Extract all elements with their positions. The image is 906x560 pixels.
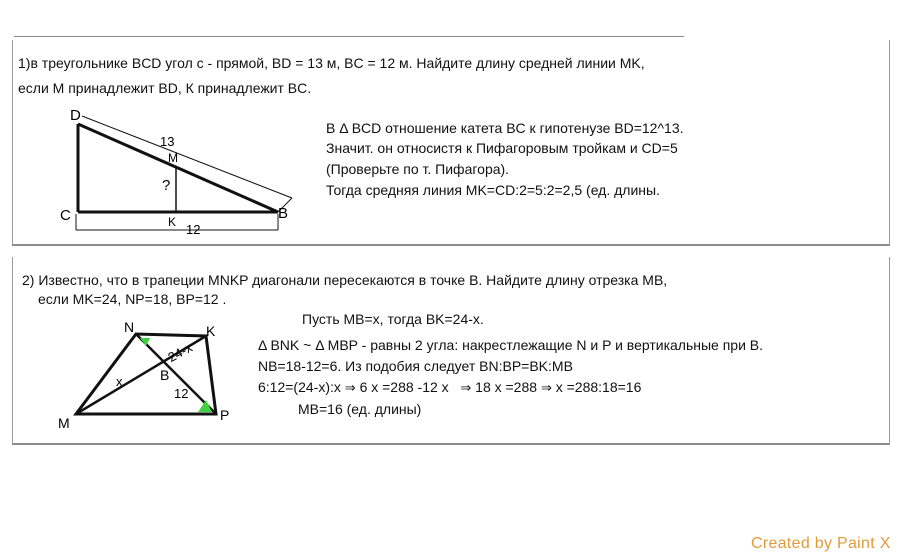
problem2-statement-line2: если MK=24, NP=18, BP=12 .	[38, 291, 227, 307]
problem1-solution-line3: (Проверьте по т. Пифагора).	[326, 161, 510, 177]
label-12b: 12	[174, 386, 189, 401]
label-m: M	[168, 151, 178, 165]
problem2-solution-line2: Δ BNK ~ Δ MBP - равны 2 угла: накрестлежащие N и P и вертикальные при B.	[258, 337, 764, 353]
label-x: x	[116, 374, 123, 389]
label-12: 12	[186, 222, 201, 237]
problem2-solution-line3: NB=18-12=6. Из подобия следует BN:BP=BK:MB	[258, 358, 573, 374]
label-k2: K	[206, 323, 216, 339]
angle-marker-p	[198, 400, 212, 412]
label-k: K	[168, 215, 177, 229]
triangle-figure	[56, 100, 306, 240]
watermark: Created by Paint X	[751, 535, 891, 552]
implies-arrow-3: ⇒	[540, 380, 552, 395]
implies-arrow-2: ⇒	[460, 380, 472, 395]
equation-part3: 18 x =288	[475, 379, 538, 395]
label-c: C	[60, 207, 71, 224]
label-b: B	[278, 205, 289, 222]
equation-part1: 6:12=(24-x):x	[258, 379, 341, 395]
bottom-divider	[12, 443, 890, 445]
dimension-line-13	[82, 116, 292, 198]
label-d: D	[70, 107, 81, 124]
problem1-solution-line4: Тогда средняя линия MK=CD:2=5:2=2,5 (ед. длины.	[326, 182, 660, 198]
label-p: P	[220, 407, 230, 423]
problem2-solution-line4	[258, 378, 641, 397]
equation-part4: x =288:18=16	[555, 379, 642, 395]
problem2-solution-line1: Пусть MB=x, тогда BK=24-x.	[302, 311, 484, 327]
problem1-statement-line2: если М принадлежит BD, К принадлежит BC.	[18, 80, 312, 96]
problem2-statement-line1: 2) Известно, что в трапеции MNKP диагонали пересекаются в точке B. Найдите длину отрезка MB,	[22, 272, 668, 288]
label-13: 13	[160, 134, 175, 149]
label-m2: M	[58, 415, 70, 431]
equation-part2: 6 x =288 -12 x	[359, 379, 449, 395]
label-24-x: 24-x	[165, 339, 195, 365]
trapezoid-figure	[52, 314, 252, 434]
problem1-solution-line2: Значит. он относистя к Пифагоровым тройкам и CD=5	[326, 140, 678, 156]
problem1-solution-line1: В Δ BCD отношение катета BC к гипотенузе BD=12^13.	[326, 120, 684, 136]
label-n: N	[124, 319, 135, 335]
label-unknown: ?	[162, 177, 171, 194]
section-divider	[12, 244, 890, 246]
implies-arrow-1: ⇒	[344, 380, 356, 395]
problem2-solution-line5: MB=16 (ед. длины)	[298, 401, 422, 417]
label-b2: B	[160, 367, 170, 383]
side-db	[78, 124, 278, 212]
top-divider	[14, 36, 684, 37]
problem1-statement-line1: 1)в треугольнике BCD угол с - прямой, BD = 13 м, BC = 12 м. Найдите длину средней линии MK,	[18, 55, 645, 71]
